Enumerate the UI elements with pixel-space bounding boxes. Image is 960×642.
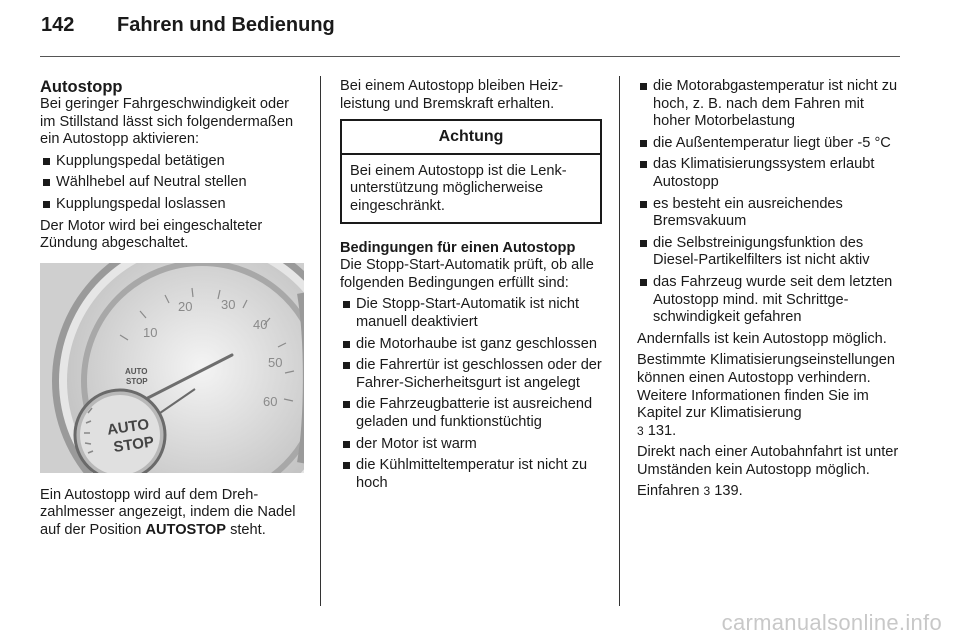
tachometer-illustration — [40, 263, 304, 473]
bullet-icon — [640, 279, 647, 286]
climate-note: Bestimmte Klimatisierungseinstellungen können einen Autostopp verhindern. Weitere Informationen finden Sie im Kapitel zur Klimatisierung 3 131. — [637, 352, 895, 439]
tick-label: 40 — [253, 316, 268, 332]
list-item: der Motor ist warm — [340, 436, 602, 454]
page-reference-link[interactable]: 131. — [647, 422, 677, 439]
autostopp-steps-list — [40, 153, 306, 214]
bullet-icon — [640, 161, 647, 168]
list-item: Die Stopp-Start-Automatik ist nicht manuell deaktiviert — [340, 296, 602, 331]
list-item: die Motorabgastemperatur ist nicht zu hoch, z. B. nach dem Fahren mit hoher Motorbelastung — [637, 78, 903, 131]
page-reference-arrow-icon: 3 — [637, 423, 644, 438]
list-item: die Fahrzeugbatterie ist ausreichend geladen und funktionstüchtig — [340, 396, 602, 431]
list-item: das Fahrzeug wurde seit dem letzten Autostopp mind. mit Schrittgeschwindigkeit gefahren — [637, 274, 903, 327]
autostopp-result: Der Motor wird bei eingeschalteter Zündung abgeschaltet. — [40, 217, 263, 252]
bullet-icon — [343, 462, 350, 469]
list-item: das Klimatisierungssystem erlaubt Autostopp — [637, 156, 903, 191]
list-item: die Selbstreinigungsfunktion des Diesel-Partikelfilters ist nicht aktiv — [637, 235, 903, 270]
tick-label: 60 — [263, 393, 278, 409]
tick-label: 50 — [268, 354, 283, 370]
bullet-icon — [640, 140, 647, 147]
autostopp-intro: Bei geringer Fahrgeschwindigkeit oder im Stillstand lässt sich folgendermaßen ein Autostopp aktivieren: — [40, 96, 294, 148]
bullet-icon — [640, 201, 647, 208]
column-3 — [637, 78, 903, 505]
otherwise-note: Andernfalls ist kein Autostopp möglich. — [637, 330, 887, 347]
tick-label: 10 — [143, 324, 158, 340]
column-1 — [40, 78, 306, 544]
gauge-autostop-label: AUTO — [125, 366, 148, 376]
bullet-icon — [343, 341, 350, 348]
warning-title: Achtung — [342, 121, 600, 155]
autostop-position-label: AUTOSTOP — [145, 521, 227, 538]
bullet-icon — [640, 240, 647, 247]
list-item: die Außentemperatur liegt über -5 °C — [637, 135, 903, 153]
list-item: Kupplungspedal loslassen — [40, 196, 306, 214]
tachometer-figure — [40, 263, 304, 473]
bullet-icon — [43, 179, 50, 186]
column-divider-2 — [619, 76, 620, 606]
zoom-autostop-label: AUTO — [106, 415, 151, 439]
page-header — [41, 14, 335, 46]
list-item: die Fahrertür ist geschlossen oder der Fahrer-Sicherheitsgurt ist angelegt — [340, 357, 602, 392]
warning-body: Bei einem Autostopp ist die Lenkunterstützung möglicherweise eingeschränkt. — [350, 162, 567, 214]
conditions-intro: Die Stopp-Start-Automatik prüft, ob alle folgenden Bedingungen erfüllt sind: — [340, 257, 594, 291]
bullet-icon — [343, 401, 350, 408]
figure-caption: Ein Autostopp wird auf dem Drehzahlmesser angezeigt, indem die Nadel auf der Position AUTOSTOP steht. — [40, 486, 296, 538]
column-divider-1 — [320, 76, 321, 606]
conditions-list — [340, 296, 602, 492]
warning-box — [340, 119, 602, 223]
bullet-icon — [343, 441, 350, 448]
list-item: die Motorhaube ist ganz geschlossen — [340, 336, 602, 354]
autostopp-heating-note: Bei einem Autostopp bleiben Heizleistung und Bremskraft erhalten. — [340, 78, 564, 112]
running-in-note: Einfahren 3 139. — [637, 483, 743, 500]
column-2 — [340, 78, 602, 496]
bullet-icon — [343, 301, 350, 308]
list-item: es besteht ein ausreichendes Bremsvakuum — [637, 196, 903, 231]
header-divider — [40, 56, 900, 57]
list-item: die Kühlmitteltemperatur ist nicht zu hoch — [340, 457, 602, 492]
conditions-list-continued — [637, 78, 903, 327]
svg-text:STOP: STOP — [112, 433, 156, 456]
list-item: Wählhebel auf Neutral stellen — [40, 174, 306, 192]
watermark: carmanualsonline.info — [721, 610, 942, 635]
page-reference-link[interactable]: 139. — [714, 483, 743, 500]
motorway-note: Direkt nach einer Autobahnfahrt ist unter Umständen kein Autostopp möglich. — [637, 444, 899, 478]
page-reference-arrow-icon: 3 — [703, 484, 711, 499]
bullet-icon — [43, 201, 50, 208]
chapter-title: Fahren und Bedienung — [117, 14, 335, 36]
bullet-icon — [640, 83, 647, 90]
page-number: 142 — [41, 14, 75, 36]
list-item: Kupplungspedal betätigen — [40, 153, 306, 171]
tick-label: 20 — [178, 298, 193, 314]
section-heading-autostopp: Autostopp — [40, 78, 123, 96]
bullet-icon — [43, 158, 50, 165]
tick-label: 30 — [221, 296, 236, 312]
subheading-conditions: Bedingungen für einen Autostopp — [340, 239, 576, 256]
bullet-icon — [343, 362, 350, 369]
svg-text:STOP: STOP — [126, 376, 148, 386]
